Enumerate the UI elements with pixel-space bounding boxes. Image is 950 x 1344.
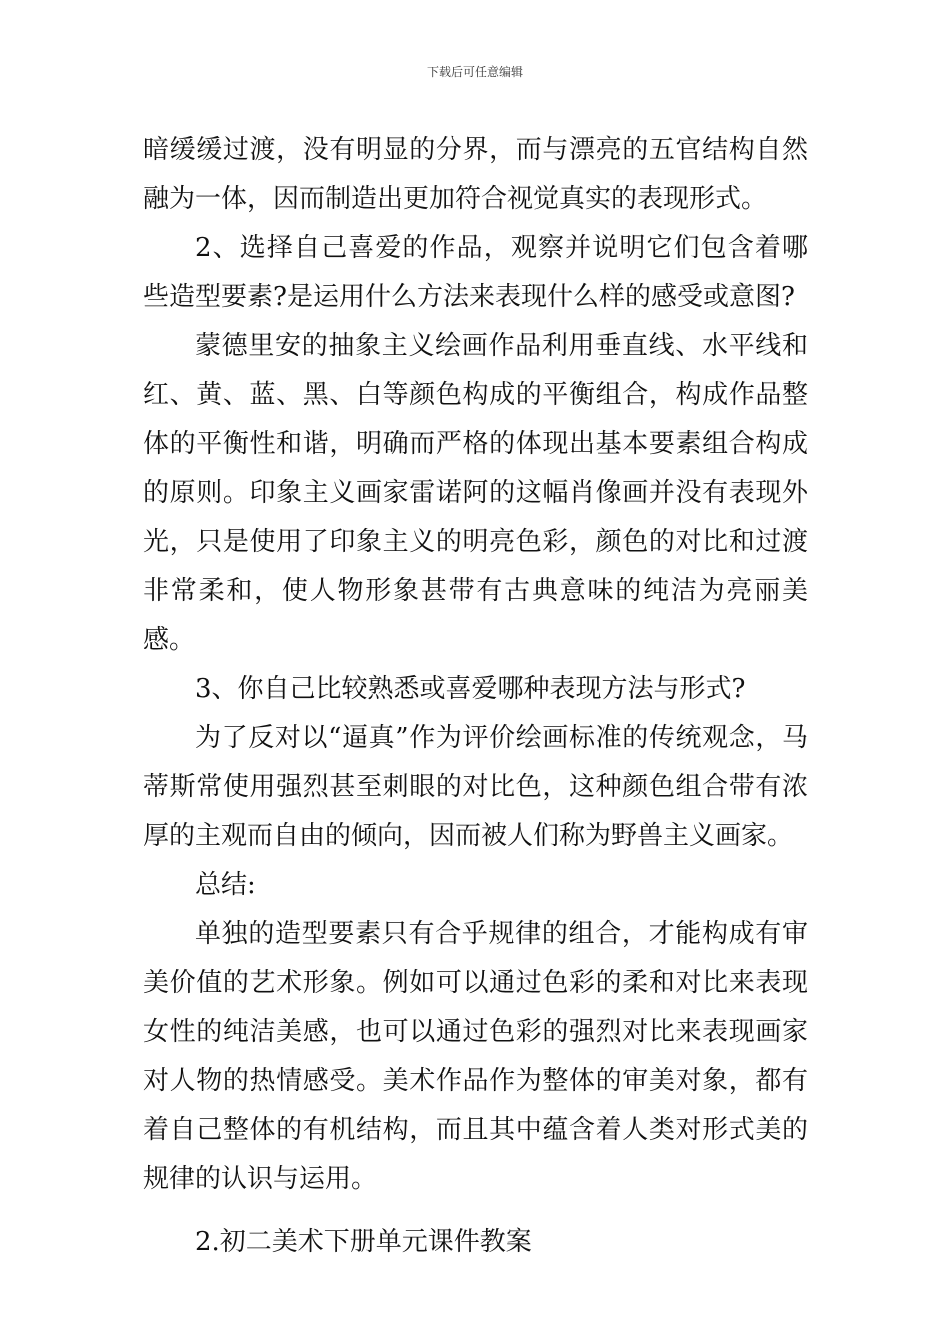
page-header: 下载后可任意编辑 bbox=[426, 65, 523, 79]
answer-3: 为了反对以“逼真”作为评价绘画标准的传统观念，马蒂斯常使用强烈甚至刺眼的对比色，这种颜色组合带有浓厚的主观而自由的倾向，因而被人们称为野兽主义画家。 bbox=[143, 723, 808, 851]
section-title: 2.初二美术下册单元课件教案 bbox=[195, 1227, 532, 1257]
question-3: 3、你自己比较熟悉或喜爱哪种表现方法与形式? bbox=[195, 674, 746, 704]
summary-text: 单独的造型要素只有合乎规律的组合，才能构成有审美价值的艺术形象。例如可以通过色彩的柔和对比来表现女性的纯洁美感，也可以通过色彩的强烈对比来表现画家对人物的热情感受。美术作品作为整体的审美对象，都有着自己整体的有机结构，而且其中蕴含着人类对形式美的规律的认识与运用。 bbox=[143, 919, 808, 1194]
answer-2: 蒙德里安的抽象主义绘画作品利用垂直线、水平线和红、黄、蓝、黑、白等颜色构成的平衡组合，构成作品整体的平衡性和谐，明确而严格的体现出基本要素组合构成的原则。印象主义画家雷诺阿的这幅肖像画并没有表现外光，只是使用了印象主义的明亮色彩，颜色的对比和过渡非常柔和，使人物形象甚带有古典意味的纯洁为亮丽美感。 bbox=[143, 331, 808, 655]
summary-heading: 总结: bbox=[195, 870, 256, 900]
paragraph-continuation: 暗缓缓过渡，没有明显的分界，而与漂亮的五官结构自然融为一体，因而制造出更加符合视觉真实的表现形式。 bbox=[143, 135, 808, 214]
document-body bbox=[143, 126, 808, 1267]
question-2: 2、选择自己喜爱的作品，观察并说明它们包含着哪些造型要素?是运用什么方法来表现什么样的感受或意图? bbox=[143, 233, 808, 312]
